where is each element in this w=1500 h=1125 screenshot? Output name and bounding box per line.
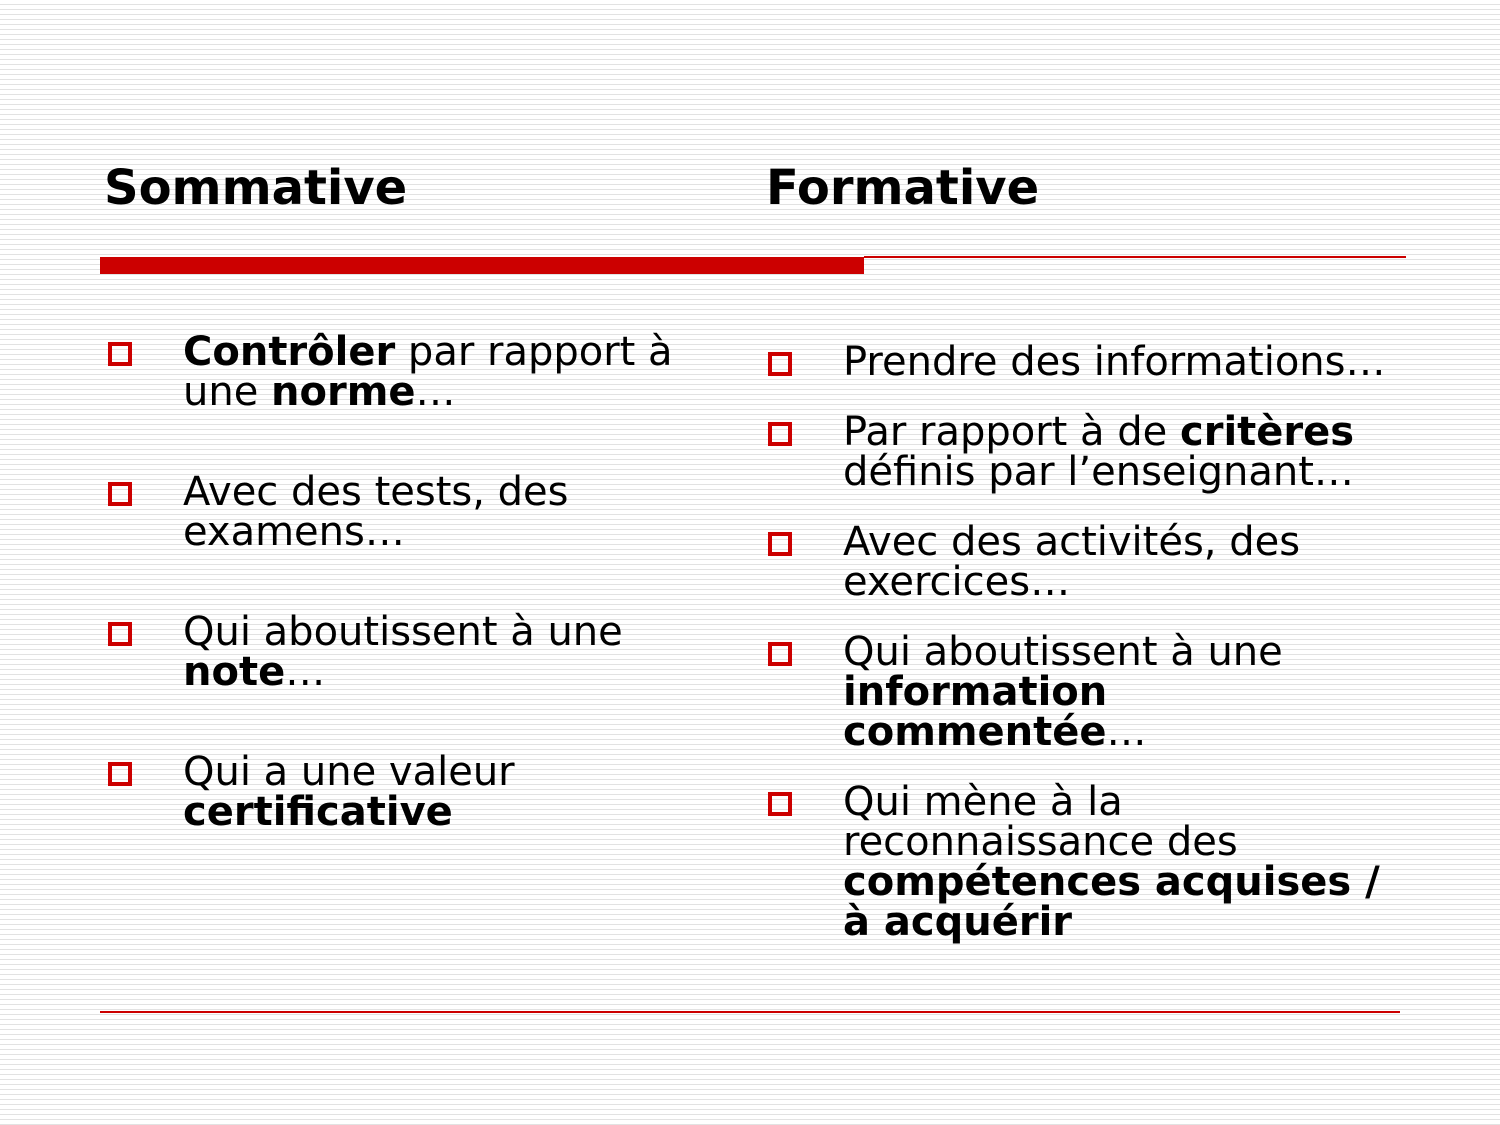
hollow-square-icon bbox=[768, 792, 792, 816]
accent-rule-thick bbox=[100, 257, 864, 274]
list-item: Avec des activités, des exercices… bbox=[768, 522, 1448, 602]
heading-sommative: Sommative bbox=[104, 160, 408, 216]
formative-list bbox=[768, 339, 1448, 972]
sommative-list bbox=[108, 329, 708, 892]
list-item: Contrôler par rapport à une norme… bbox=[108, 332, 708, 412]
hollow-square-icon bbox=[108, 482, 132, 506]
footer-rule bbox=[100, 1011, 1400, 1013]
list-item: Qui aboutissent à une note… bbox=[108, 612, 708, 692]
list-item: Avec des tests, des examens… bbox=[108, 472, 708, 552]
hollow-square-icon bbox=[768, 532, 792, 556]
list-item: Par rapport à de critères définis par l’enseignant… bbox=[768, 412, 1448, 492]
list-item: Qui aboutissent à une information commentée… bbox=[768, 632, 1448, 752]
hollow-square-icon bbox=[768, 352, 792, 376]
accent-rule-thin bbox=[864, 256, 1406, 258]
hollow-square-icon bbox=[768, 422, 792, 446]
list-item: Prendre des informations… bbox=[768, 342, 1448, 382]
list-item: Qui mène à la reconnaissance des compétences acquises / à acquérir bbox=[768, 782, 1448, 942]
list-item: Qui a une valeur certificative bbox=[108, 752, 708, 832]
hollow-square-icon bbox=[768, 642, 792, 666]
hollow-square-icon bbox=[108, 622, 132, 646]
heading-formative: Formative bbox=[766, 160, 1040, 216]
hollow-square-icon bbox=[108, 342, 132, 366]
hollow-square-icon bbox=[108, 762, 132, 786]
